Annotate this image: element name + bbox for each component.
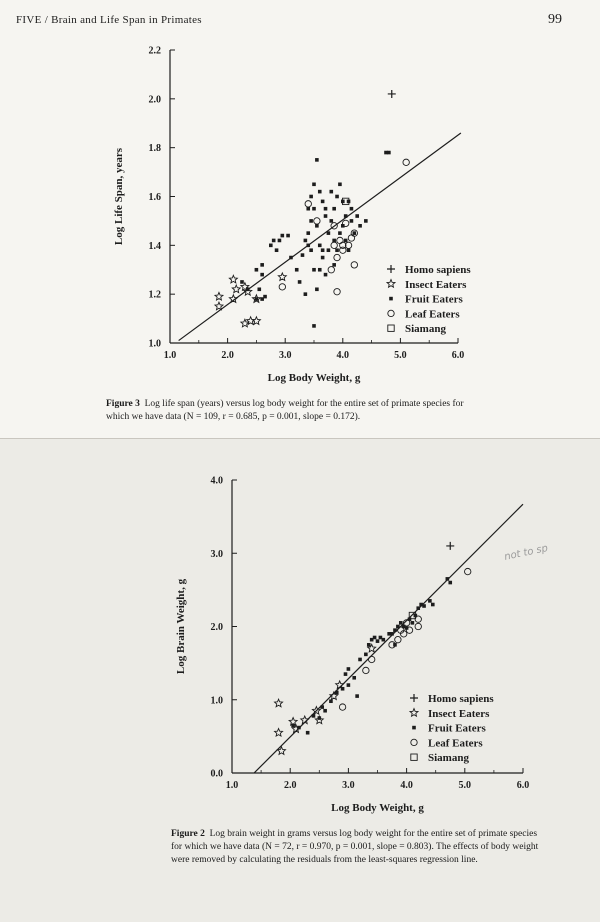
fig2-point-homo-sapiens xyxy=(446,542,454,550)
fig2-legend-filled-square-icon xyxy=(412,726,416,730)
fig3-legend-label: Insect Eaters xyxy=(405,278,467,291)
fig2-point-fruit-eaters xyxy=(358,658,362,662)
fig2-point-fruit-eaters xyxy=(312,714,316,718)
fig2-x-tick-label: 2.0 xyxy=(283,780,297,791)
fig3-x-tick-label: 3.0 xyxy=(278,350,292,361)
fig3-legend-label: Leaf Eaters xyxy=(405,308,460,321)
figure2-caption-label: Figure 2 xyxy=(171,829,205,839)
fig3-y-tick-label: 2.2 xyxy=(148,45,161,57)
fig2-point-fruit-eaters xyxy=(347,667,351,671)
fig2-point-fruit-eaters xyxy=(291,724,295,728)
fig3-x-tick-label: 1.0 xyxy=(163,350,177,361)
fig2-legend-open-circle-icon xyxy=(411,739,417,745)
fig2-point-fruit-eaters xyxy=(446,577,450,581)
fig2-point-leaf-eaters xyxy=(339,704,345,710)
fig2-point-fruit-eaters xyxy=(323,709,327,713)
fig2-point-fruit-eaters xyxy=(318,716,322,720)
fig2-x-tick-label: 4.0 xyxy=(400,780,413,791)
fig2-point-fruit-eaters xyxy=(431,603,435,607)
fig2-y-axis-title: Log Brain Weight, g xyxy=(175,578,187,675)
fig3-legend-label: Fruit Eaters xyxy=(405,293,463,306)
fig3-x-tick-label: 5.0 xyxy=(394,350,407,361)
fig2-legend-open-square-icon xyxy=(411,754,417,760)
fig2-point-fruit-eaters xyxy=(367,643,371,647)
fig3-y-tick-label: 1.2 xyxy=(148,289,161,301)
fig3-x-axis-title: Log Body Weight, g xyxy=(267,372,361,384)
fig2-y-tick-label: 1.0 xyxy=(210,695,223,707)
fig3-y-axis-title: Log Life Span, years xyxy=(113,147,125,246)
fig2-x-tick-label: 6.0 xyxy=(516,780,530,791)
figure2-handwritten-annotation: not to sp xyxy=(503,542,549,563)
fig2-point-fruit-eaters xyxy=(341,687,345,691)
fig3-x-tick-label: 2.0 xyxy=(221,350,234,361)
fig3-y-tick-label: 2.0 xyxy=(148,94,161,106)
figure3-caption xyxy=(106,398,486,424)
fig2-point-fruit-eaters xyxy=(297,726,301,730)
fig2-point-fruit-eaters xyxy=(390,632,394,636)
fig2-x-tick-label: 3.0 xyxy=(342,780,355,791)
figure2-caption xyxy=(171,828,541,867)
chapter-label: FIVE xyxy=(16,14,42,26)
fig2-point-fruit-eaters xyxy=(344,672,348,676)
running-title: Brain and Life Span in Primates xyxy=(51,14,202,26)
fig2-x-tick-label: 5.0 xyxy=(458,780,472,791)
fig2-point-leaf-eaters xyxy=(395,636,401,642)
fig2-point-fruit-eaters xyxy=(416,606,420,610)
figure3-caption-label: Figure 3 xyxy=(106,399,140,409)
header-separator: / xyxy=(44,14,49,26)
fig2-legend-label: Insect Eaters xyxy=(428,707,490,720)
fig2-point-insect-eaters xyxy=(275,699,283,707)
fig2-point-fruit-eaters xyxy=(422,604,426,608)
fig2-legend-plus-icon xyxy=(410,694,418,702)
fig2-x-axis-title: Log Body Weight, g xyxy=(331,802,424,814)
fig2-point-fruit-eaters xyxy=(393,628,397,632)
fig2-legend-label: Leaf Eaters xyxy=(428,737,483,750)
fig2-point-leaf-eaters xyxy=(363,667,369,673)
fig2-point-fruit-eaters xyxy=(448,581,452,585)
fig2-y-tick-label: 2.0 xyxy=(210,622,223,633)
fig2-point-fruit-eaters xyxy=(382,638,386,642)
fig2-point-fruit-eaters xyxy=(329,699,333,703)
fig2-legend-label: Fruit Eaters xyxy=(428,722,486,735)
fig3-y-tick-label: 1.4 xyxy=(148,240,161,252)
fig2-point-fruit-eaters xyxy=(355,694,359,698)
fig2-point-leaf-eaters xyxy=(368,656,374,662)
fig2-point-leaf-eaters xyxy=(406,627,412,633)
figure3-caption-text: Log life span (years) versus log body weight for the entire set of primate species for which we have data (N = 109, r = 0.685, p = 0.001, slope = 0.172). xyxy=(106,399,464,422)
fig2-point-fruit-eaters xyxy=(411,621,415,625)
fig3-legend-label: Siamang xyxy=(405,323,446,336)
fig3-y-tick-label: 1.0 xyxy=(148,338,161,350)
fig3-x-tick-label: 4.0 xyxy=(336,350,350,361)
fig2-point-leaf-eaters xyxy=(465,568,471,574)
fig2-plot-group xyxy=(175,476,529,815)
fig2-point-insect-eaters xyxy=(275,729,283,737)
fig2-point-leaf-eaters xyxy=(415,623,421,629)
fig2-point-insect-eaters xyxy=(301,716,309,724)
fig2-point-fruit-eaters xyxy=(364,653,368,657)
fig2-point-fruit-eaters xyxy=(320,705,324,709)
page-number: 99 xyxy=(548,12,562,27)
fig2-legend-star-icon xyxy=(410,709,418,717)
fig2-legend-label: Siamang xyxy=(428,752,469,765)
fig2-point-fruit-eaters xyxy=(306,731,310,735)
fig3-legend-label: Homo sapiens xyxy=(405,264,471,276)
fig2-y-tick-label: 0.0 xyxy=(210,768,223,780)
fig2-point-fruit-eaters xyxy=(373,636,377,640)
fig2-point-fruit-eaters xyxy=(399,621,403,625)
fig2-point-fruit-eaters xyxy=(376,639,380,643)
figure2-caption-text: Log brain weight in grams versus log body weight for the entire set of primate species for which we have data (N = 72, r = 0.970, p = 0.001, slope = 0.803). The effects of body weight were removed by calculating the residuals from the least-squares regression line. xyxy=(171,829,539,865)
fig2-point-fruit-eaters xyxy=(335,691,339,695)
fig2-legend-label: Homo sapiens xyxy=(428,693,494,705)
fig2-y-tick-label: 3.0 xyxy=(210,548,223,560)
fig3-y-tick-label: 1.6 xyxy=(148,192,161,203)
fig2-x-tick-label: 1.0 xyxy=(225,780,239,791)
fig3-x-tick-label: 6.0 xyxy=(451,350,465,361)
fig2-point-fruit-eaters xyxy=(347,683,351,687)
fig3-y-tick-label: 1.8 xyxy=(148,143,161,155)
fig2-y-tick-label: 4.0 xyxy=(210,475,223,487)
fig2-point-fruit-eaters xyxy=(428,599,432,603)
fig2-point-fruit-eaters xyxy=(352,676,356,680)
